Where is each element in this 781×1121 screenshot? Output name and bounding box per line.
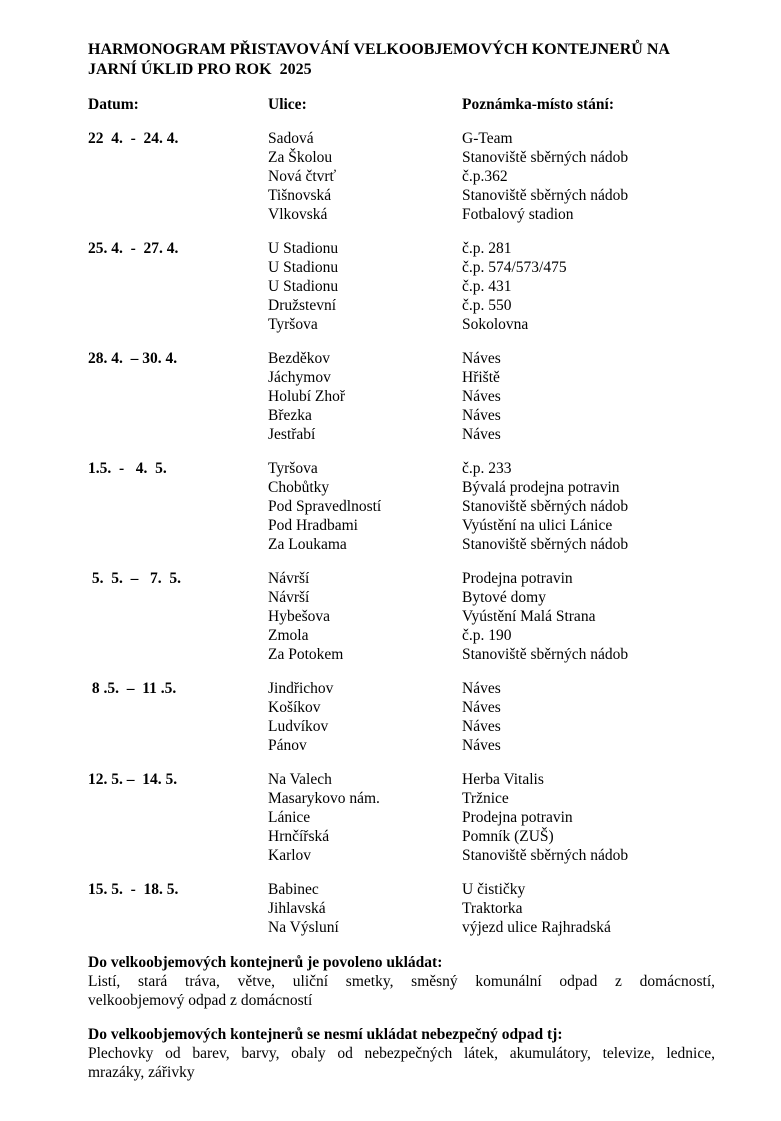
date-group — [88, 349, 715, 444]
date-cell: 15. 5. - 18. 5. — [88, 881, 179, 898]
date-cell — [88, 186, 268, 205]
date-cell — [88, 607, 268, 626]
street-cell: Návrší — [268, 589, 310, 606]
forbidden-heading: Do velkoobjemových kontejnerů se nesmí ukládat nebezpečný odpad tj: — [88, 1026, 563, 1043]
street-cell: Chobůtky — [268, 479, 330, 496]
table-row — [88, 516, 715, 535]
note-cell: Náves — [462, 718, 501, 735]
street-cell: Návrší — [268, 570, 310, 587]
table-row — [88, 148, 715, 167]
table-row — [88, 277, 715, 296]
note-cell: Stanoviště sběrných nádob — [462, 847, 629, 864]
note-cell: č.p. 574/573/475 — [462, 259, 567, 276]
street-cell: U Stadionu — [268, 278, 339, 295]
date-cell — [88, 846, 268, 865]
date-cell — [88, 827, 268, 846]
date-cell — [88, 296, 268, 315]
table-row — [88, 770, 715, 789]
note-cell: č.p.362 — [462, 168, 508, 185]
table-row — [88, 736, 715, 755]
date-cell — [88, 497, 268, 516]
note-cell: Náves — [462, 699, 501, 716]
date-cell: 12. 5. – 14. 5. — [88, 771, 178, 788]
header-ulice: Ulice: — [268, 96, 307, 113]
note-cell: G-Team — [462, 130, 513, 147]
street-cell: Tyršova — [268, 316, 318, 333]
allowed-paragraph — [88, 972, 715, 1010]
note-cell: Náves — [462, 680, 501, 697]
street-cell: Masarykovo nám. — [268, 790, 380, 807]
note-cell: Vyústění Malá Strana — [462, 608, 596, 625]
table-row — [88, 789, 715, 808]
date-cell — [88, 516, 268, 535]
note-cell: Prodejna potravin — [462, 570, 573, 587]
note-cell: Hřiště — [462, 369, 500, 386]
street-cell: Družstevní — [268, 297, 337, 314]
date-group — [88, 569, 715, 664]
street-cell: Zmola — [268, 627, 309, 644]
note-cell: Náves — [462, 426, 501, 443]
allowed-line-1: Listí, stará tráva, větve, uliční smetky, směsný komunální odpad z domácností, — [88, 973, 715, 990]
note-cell: Stanoviště sběrných nádob — [462, 498, 629, 515]
street-cell: Jihlavská — [268, 900, 326, 917]
table-row — [88, 607, 715, 626]
street-cell: Babinec — [268, 881, 319, 898]
street-cell: Za Loukama — [268, 536, 347, 553]
note-cell: U čističky — [462, 881, 526, 898]
street-cell: Hrnčířská — [268, 828, 330, 845]
street-cell: U Stadionu — [268, 259, 339, 276]
date-group — [88, 129, 715, 224]
table-row — [88, 880, 715, 899]
forbidden-line-1: Plechovky od barev, barvy, obaly od nebezpečných látek, akumulátory, televize, lednice, — [88, 1045, 715, 1062]
note-cell: č.p. 190 — [462, 627, 512, 644]
table-row — [88, 459, 715, 478]
note-cell: č.p. 550 — [462, 297, 512, 314]
street-cell: U Stadionu — [268, 240, 339, 257]
note-cell: č.p. 233 — [462, 460, 512, 477]
date-cell — [88, 315, 268, 334]
table-row — [88, 679, 715, 698]
table-row — [88, 918, 715, 937]
street-cell: Nová čtvrť — [268, 168, 337, 185]
table-row — [88, 808, 715, 827]
street-cell: Jáchymov — [268, 369, 331, 386]
table-header — [88, 95, 715, 114]
date-cell — [88, 387, 268, 406]
table-row — [88, 698, 715, 717]
table-row — [88, 588, 715, 607]
note-cell: Vyústění na ulici Lánice — [462, 517, 613, 534]
date-group — [88, 770, 715, 865]
street-cell: Za Potokem — [268, 646, 344, 663]
table-row — [88, 497, 715, 516]
street-cell: Karlov — [268, 847, 312, 864]
date-group — [88, 459, 715, 554]
note-cell: Stanoviště sběrných nádob — [462, 149, 629, 166]
street-cell: Jindřichov — [268, 680, 334, 697]
table-row — [88, 368, 715, 387]
table-row — [88, 626, 715, 645]
date-group — [88, 679, 715, 755]
note-cell: Fotbalový stadion — [462, 206, 574, 223]
forbidden-line-2: mrazáky, zářivky — [88, 1064, 195, 1081]
street-cell: Ludvíkov — [268, 718, 329, 735]
date-cell: 5. 5. – 7. 5. — [88, 570, 181, 587]
table-row — [88, 478, 715, 497]
table-row — [88, 315, 715, 334]
street-cell: Sadová — [268, 130, 314, 147]
note-cell: Bytové domy — [462, 589, 546, 606]
street-cell: Pod Spravedlností — [268, 498, 382, 515]
note-cell: Bývalá prodejna potravin — [462, 479, 620, 496]
street-cell: Košíkov — [268, 699, 321, 716]
street-cell: Vlkovská — [268, 206, 328, 223]
note-cell: Tržnice — [462, 790, 509, 807]
street-cell: Tišnovská — [268, 187, 332, 204]
date-cell — [88, 736, 268, 755]
note-cell: výjezd ulice Rajhradská — [462, 919, 611, 936]
allowed-line-2: velkoobjemový odpad z domácností — [88, 992, 313, 1009]
date-cell — [88, 205, 268, 224]
date-cell — [88, 535, 268, 554]
note-cell: Náves — [462, 388, 501, 405]
date-group — [88, 239, 715, 334]
table-row — [88, 296, 715, 315]
table-row — [88, 569, 715, 588]
street-cell: Lánice — [268, 809, 311, 826]
header-datum: Datum: — [88, 96, 139, 113]
street-cell: Hybešova — [268, 608, 330, 625]
header-poznamka: Poznámka-místo stání: — [462, 96, 614, 113]
date-cell: 1.5. - 4. 5. — [88, 460, 167, 477]
page-title: HARMONOGRAM PŘISTAVOVÁNÍ VELKOOBJEMOVÝCH KONTEJNERŮ NA JARNÍ ÚKLID PRO ROK 2025 — [88, 41, 674, 78]
date-cell — [88, 717, 268, 736]
table-row — [88, 258, 715, 277]
date-cell — [88, 258, 268, 277]
table-row — [88, 846, 715, 865]
forbidden-paragraph — [88, 1044, 715, 1082]
date-cell — [88, 368, 268, 387]
table-row — [88, 717, 715, 736]
table-row — [88, 349, 715, 368]
note-cell: Stanoviště sběrných nádob — [462, 646, 629, 663]
table-row — [88, 406, 715, 425]
table-row — [88, 186, 715, 205]
date-cell: 28. 4. – 30. 4. — [88, 350, 178, 367]
street-cell: Březka — [268, 407, 312, 424]
date-cell — [88, 918, 268, 937]
date-cell — [88, 645, 268, 664]
date-cell — [88, 789, 268, 808]
table-row — [88, 239, 715, 258]
table-row — [88, 645, 715, 664]
date-cell — [88, 406, 268, 425]
note-cell: č.p. 281 — [462, 240, 512, 257]
note-cell: č.p. 431 — [462, 278, 512, 295]
date-cell: 8 .5. – 11 .5. — [88, 680, 177, 697]
allowed-heading: Do velkoobjemových kontejnerů je povoleno ukládat: — [88, 954, 443, 971]
note-cell: Stanoviště sběrných nádob — [462, 187, 629, 204]
table-row — [88, 129, 715, 148]
date-cell: 22 4. - 24. 4. — [88, 130, 179, 147]
table-row — [88, 387, 715, 406]
table-row — [88, 167, 715, 186]
date-cell — [88, 808, 268, 827]
note-cell: Herba Vitalis — [462, 771, 544, 788]
date-cell — [88, 588, 268, 607]
street-cell: Pánov — [268, 737, 307, 754]
date-cell: 25. 4. - 27. 4. — [88, 240, 179, 257]
date-cell — [88, 167, 268, 186]
table-row — [88, 899, 715, 918]
note-cell: Sokolovna — [462, 316, 529, 333]
date-cell — [88, 148, 268, 167]
date-cell — [88, 698, 268, 717]
note-cell: Náves — [462, 737, 501, 754]
date-cell — [88, 899, 268, 918]
street-cell: Bezděkov — [268, 350, 330, 367]
table-row — [88, 827, 715, 846]
street-cell: Tyršova — [268, 460, 318, 477]
note-cell: Pomník (ZUŠ) — [462, 828, 554, 845]
street-cell: Jestřabí — [268, 426, 316, 443]
date-group — [88, 880, 715, 937]
street-cell: Na Výsluní — [268, 919, 339, 936]
street-cell: Za Školou — [268, 149, 333, 166]
table-row — [88, 425, 715, 444]
street-cell: Holubí Zhoř — [268, 388, 346, 405]
table-row — [88, 535, 715, 554]
schedule-groups — [88, 129, 715, 937]
note-cell: Náves — [462, 350, 501, 367]
street-cell: Pod Hradbami — [268, 517, 358, 534]
note-cell: Prodejna potravin — [462, 809, 573, 826]
date-cell — [88, 277, 268, 296]
date-cell — [88, 425, 268, 444]
note-cell: Stanoviště sběrných nádob — [462, 536, 629, 553]
note-cell: Náves — [462, 407, 501, 424]
date-cell — [88, 626, 268, 645]
note-cell: Traktorka — [462, 900, 523, 917]
date-cell — [88, 478, 268, 497]
table-row — [88, 205, 715, 224]
street-cell: Na Valech — [268, 771, 332, 788]
